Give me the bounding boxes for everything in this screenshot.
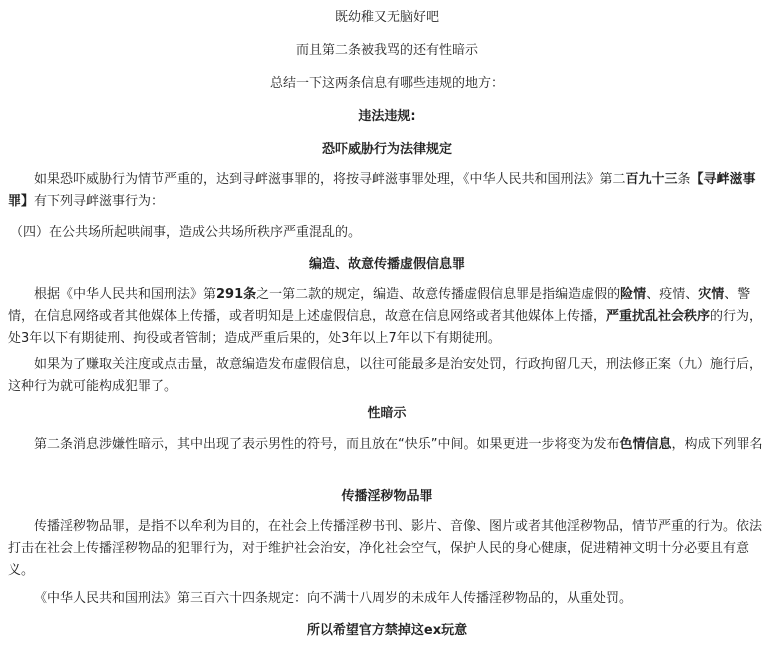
intro-line-1: 既幼稚又无脑好吧 (334, 10, 439, 25)
threat-text-c: 条 (677, 172, 691, 187)
rumor-text-e: 、疫情、 (646, 287, 699, 302)
paragraph-rumor-2: 如果为了赚取关注度或点击量，故意编造发布虚假信息，以往可能最多是治安处罚，行政拘留几天，刑法修正案（九）施行后，这种行为就可能构成犯罪了。 (8, 357, 763, 394)
sexual-text-a: 第二条消息涉嫌性暗示，其中出现了表示男性的符号，而且放在“快乐”中间。如果更进一步将变为发布 (34, 437, 620, 452)
rumor-disorder: 严重扰乱社会秩序 (606, 309, 711, 324)
paragraph-obscene-1: 传播淫秽物品罪，是指不以牟利为目的，在社会上传播淫秽书刊、影片、音像、图片或者其他淫秽物品，情节严重的行为。依法打击在社会上传播淫秽物品的犯罪行为，对于维护社会治安，净化社会空气，保护人民的身心健康，促进精神文明十分必要且有意义。 (8, 519, 763, 578)
heading-sexual: 性暗示 (367, 406, 407, 421)
rumor-article: 291条 (216, 287, 257, 302)
threat-text-e: 有下列寻衅滋事行为： (34, 194, 165, 209)
heading-threat: 恐吓威胁行为法律规定 (321, 142, 452, 157)
heading-rumor: 编造、故意传播虚假信息罪 (308, 257, 465, 272)
heading-obscene: 传播淫秽物品罪 (341, 489, 433, 504)
rumor-text-g: 、警情，在信息网络或者其他媒体上传播，或者明知是上述虚假信息，故意在信息网络或者其他媒体上传播， (8, 287, 751, 324)
threat-article: 百九十三 (625, 172, 678, 187)
paragraph-rumor-1 (8, 284, 766, 350)
paragraph-item-4: （四）在公共场所起哄闹事，造成公共场所秩序严重混乱的。 (10, 225, 362, 240)
intro-line-2: 而且第二条被我骂的还有性暗示 (295, 43, 478, 58)
threat-text-a: 如果恐吓威胁行为情节严重的，达到寻衅滋事罪的，将按寻衅滋事罪处理，《中华人民共和国刑法》第二 (34, 172, 626, 187)
rumor-text-i: 的行为，处3年以下有期徒刑、拘役或者管制；造成严重后果的，处3年以上7年以下有期徒刑。 (8, 309, 763, 346)
rumor-text-c: 之一第二款的规定，编造、故意传播虚假信息罪是指编造虚假的 (256, 287, 621, 302)
sexual-text-c: ，构成下列罪名 (671, 437, 763, 452)
rumor-text-a: 根据《中华人民共和国刑法》第 (34, 287, 217, 302)
closing-line: 所以希望官方禁掉这ex玩意 (306, 623, 468, 638)
heading-violation: 违法违规: (358, 109, 416, 124)
rumor-disaster: 灾情 (698, 287, 725, 302)
rumor-danger: 险情 (620, 287, 647, 302)
paragraph-sexual (8, 434, 766, 456)
paragraph-obscene-2: 《中华人民共和国刑法》第三百六十四条规定：向不满十八周岁的未成年人传播淫秽物品的，从重处罚。 (34, 591, 633, 606)
threat-crime-name: 【寻衅滋事罪】 (8, 172, 756, 209)
sexual-keyword: 色情信息 (619, 437, 672, 452)
paragraph-threat (8, 169, 766, 213)
intro-line-3: 总结一下这两条信息有哪些违规的地方： (269, 76, 504, 91)
